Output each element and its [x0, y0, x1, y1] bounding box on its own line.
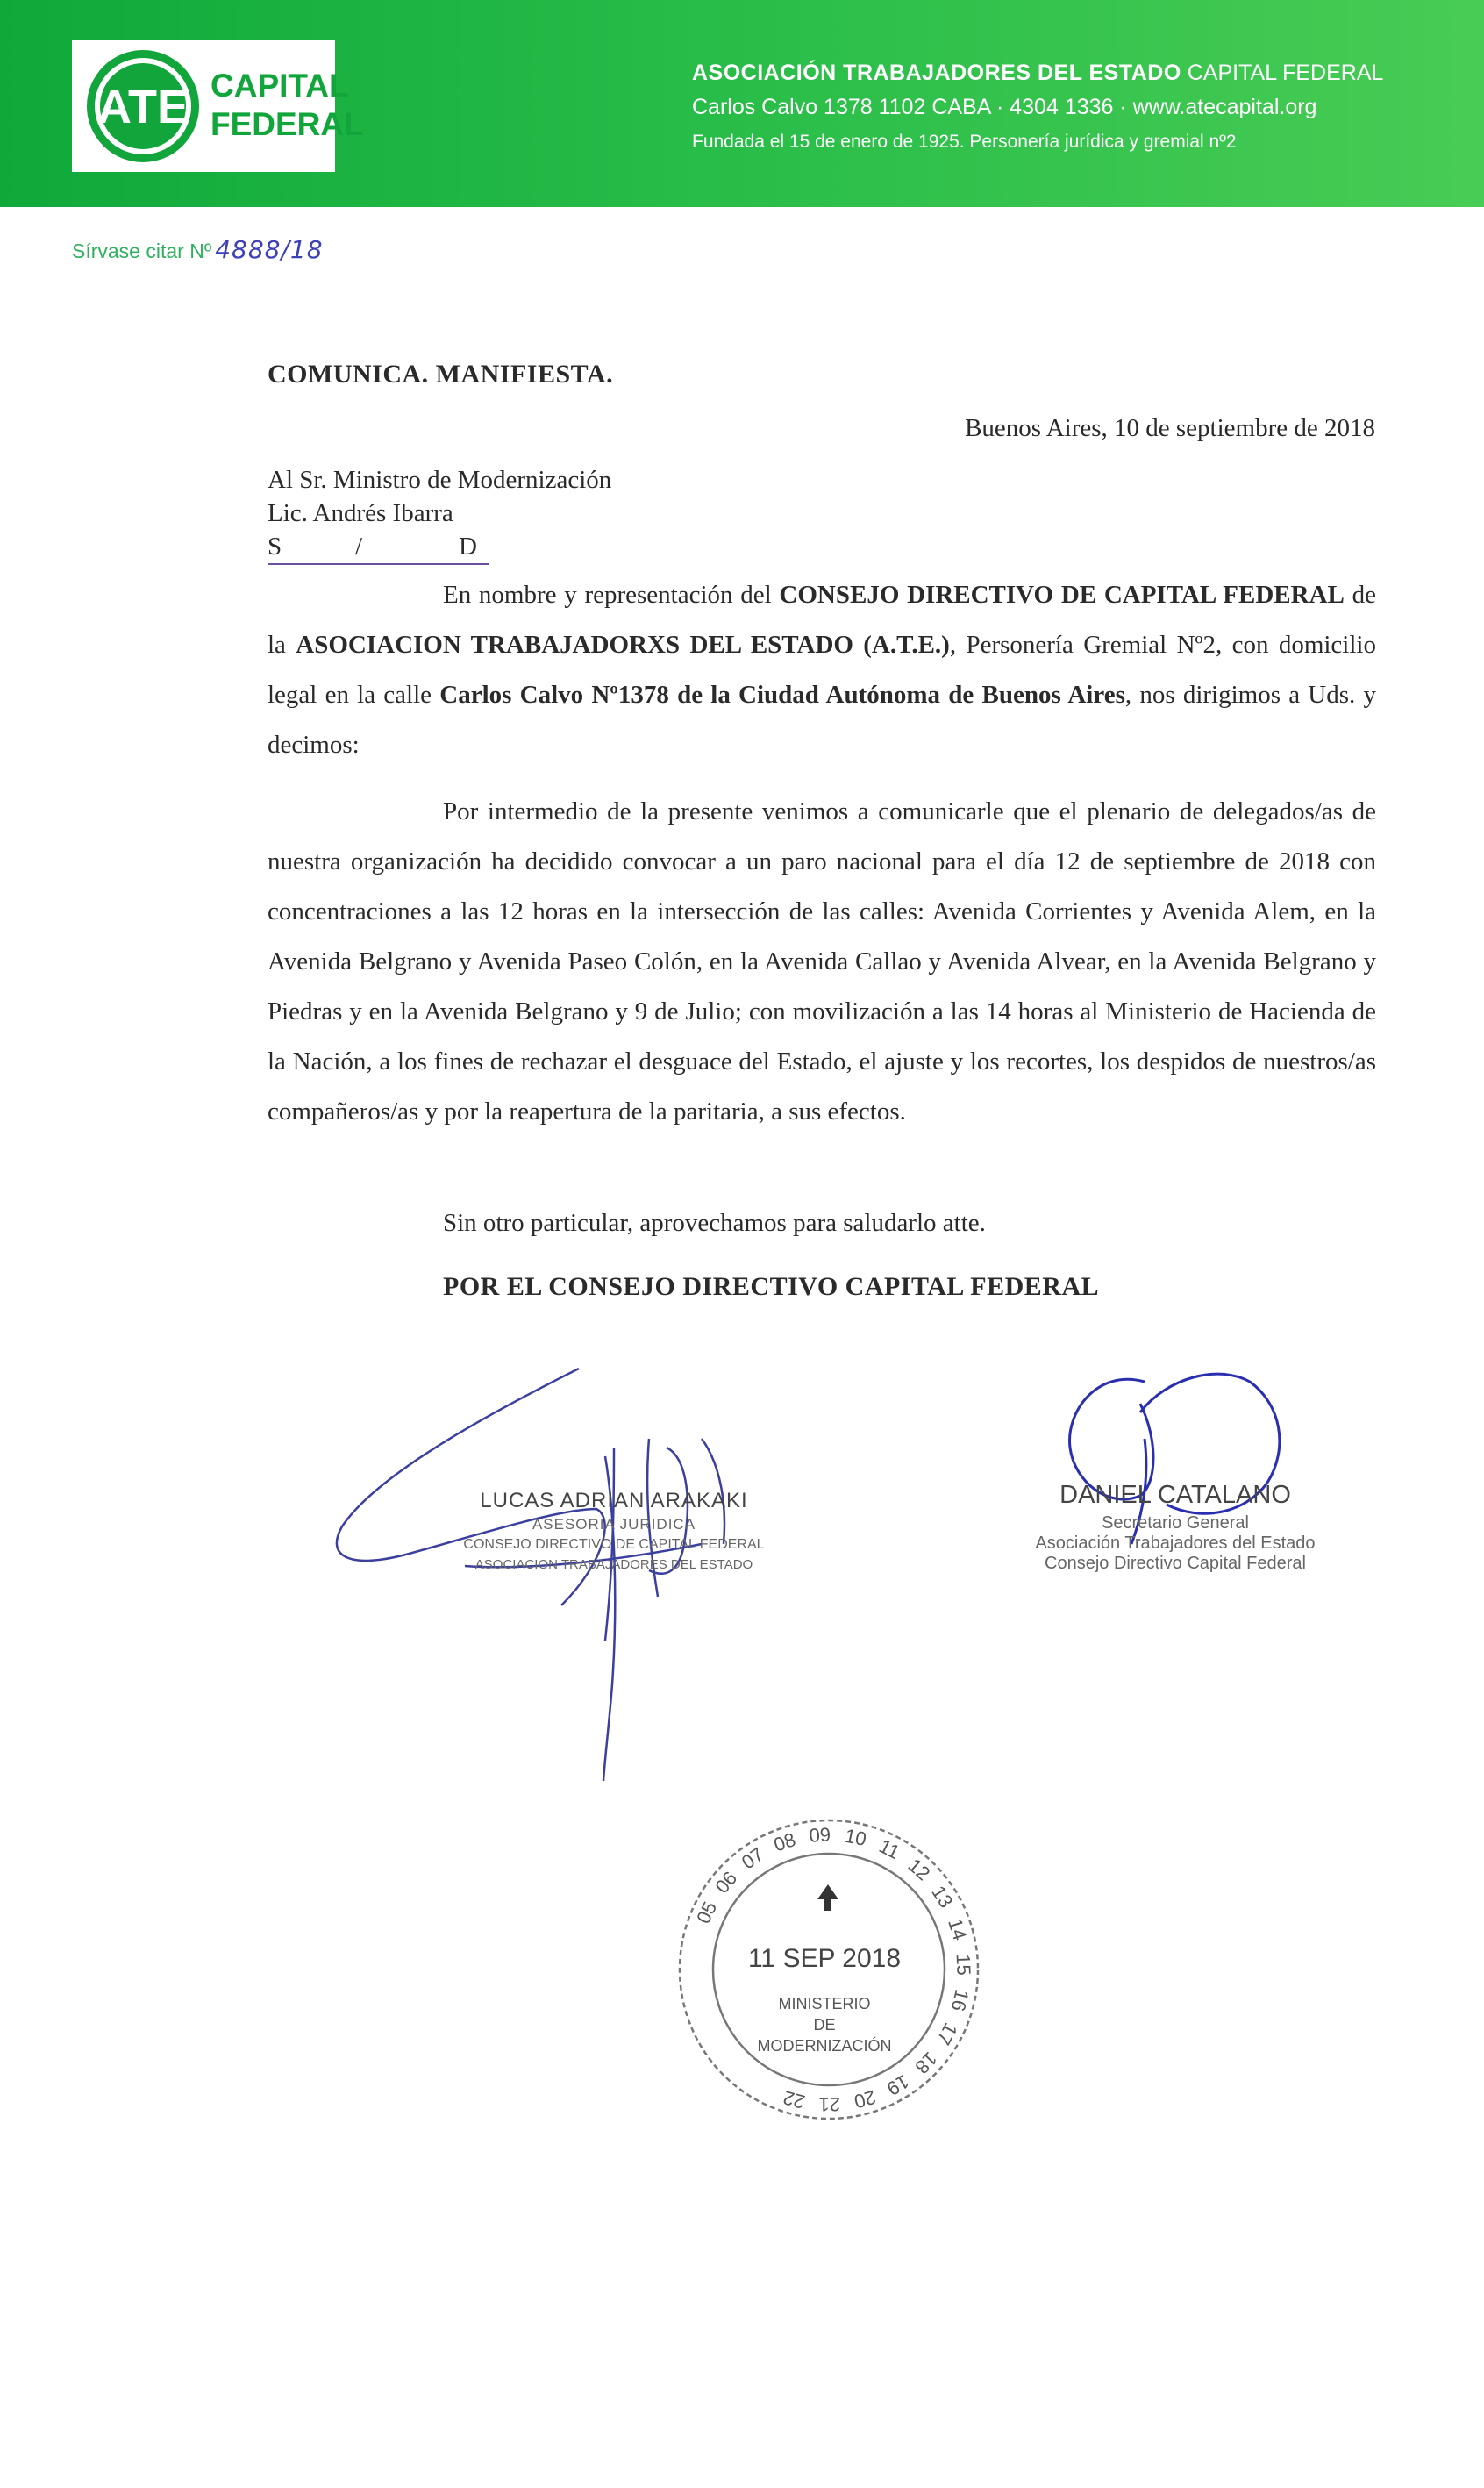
recipient-line2: Lic. Andrés Ibarra	[268, 499, 453, 527]
p1-council: CONSEJO DIRECTIVO DE CAPITAL FEDERAL	[779, 581, 1345, 609]
recipient-d: D	[459, 533, 477, 561]
org-branch: CAPITAL FEDERAL	[1187, 61, 1384, 85]
org-founded: Fundada el 15 de enero de 1925. Personería jurídica y gremial nº2	[692, 132, 1237, 152]
stamp-dial-number: 21	[818, 2093, 841, 2116]
reference-line	[72, 235, 324, 264]
ate-logo-icon	[84, 47, 202, 165]
reception-stamp-date: 11 SEP 2018	[747, 1944, 902, 1973]
signatory-1-org-line: CONSEJO DIRECTIVO DE CAPITAL FEDERAL	[463, 1537, 765, 1552]
logo-line2: FEDERAL	[210, 106, 364, 142]
letter-title: COMUNICA. MANIFIESTA.	[268, 360, 614, 389]
stamp-dial-number: 18	[910, 2047, 942, 2078]
stamp-dial-number: 20	[852, 2085, 879, 2113]
reference-number: 4888/18	[215, 235, 324, 264]
p1-text-e: , Personería Gremial Nº2, con domicilio legal en la calle	[268, 631, 1376, 709]
reception-stamp-line3: MODERNIZACIÓN	[757, 2037, 892, 2055]
paragraph-2: Por intermedio de la presente venimos a comunicarle que el plenario de delegados/as de nuestra organización ha decidido convocar a un paro nacional para el día 12 de septiembre de 2018 con concentraciones a las 12 horas en la intersección de las calles: Avenida Corrientes y Avenida Alem, en la Avenida Belgrano y Avenida Paseo Colón, en la Avenida Callao y Avenida Alvear, en la Avenida Belgrano y Piedras y en la Avenida Belgrano y 9 de Julio; con movilización a las 14 horas al Ministerio de Hacienda de la Nación, a los fines de rechazar el desguace del Estado, el ajuste y los recortes, los despidos de nuestros/as compañeros/as y por la reapertura de la paritaria, a sus efectos.	[268, 797, 1376, 1126]
reference-label: Sírvase citar Nº	[72, 240, 212, 262]
stamp-arrow-icon	[817, 1884, 838, 1911]
letter-date: Buenos Aires, 10 de septiembre de 2018	[965, 414, 1375, 442]
stamp-dial-number: 12	[903, 1854, 935, 1885]
signatory-2-org-line2: Consejo Directivo Capital Federal	[1045, 1554, 1306, 1573]
signatory-1-role: ASESORIA JURIDICA	[532, 1516, 696, 1533]
p1-association: ASOCIACION TRABAJADORXS DEL ESTADO (A.T.E.)	[296, 631, 950, 659]
recipient-s: S	[268, 533, 282, 561]
stamp-dial-number: 08	[770, 1827, 799, 1856]
signatory-2-role: Secretario General	[1102, 1513, 1249, 1533]
stamp-dial-number: 11	[875, 1834, 903, 1864]
ate-logo	[72, 40, 364, 172]
p1-text-a: En nombre y representación del	[443, 581, 780, 609]
stamp-dial-number: 22	[781, 2086, 808, 2113]
recipient-sd	[268, 530, 489, 565]
org-name: ASOCIACIÓN TRABAJADORES DEL ESTADO	[692, 61, 1181, 85]
recipient-line1: Al Sr. Ministro de Modernización	[268, 466, 612, 494]
stamp-dial-number: 14	[944, 1915, 972, 1943]
letterhead-band	[0, 0, 1484, 207]
org-contact: Carlos Calvo 1378 1102 CABA · 4304 1336 · www.atecapital.org	[692, 95, 1317, 119]
letterhead-info	[692, 56, 1464, 160]
org-title	[692, 56, 1464, 89]
logo-wordmark	[210, 67, 364, 144]
stamp-dial-number: 06	[710, 1867, 742, 1898]
stamp-dial-number: 09	[808, 1823, 831, 1847]
signature-1-scribble	[337, 1369, 724, 1781]
logo-letters: ATE	[97, 81, 189, 133]
stamp-dial-number: 05	[692, 1898, 722, 1927]
stamp-dial-number: 15	[952, 1953, 975, 1977]
stamp-dial-number: 10	[843, 1824, 869, 1851]
stamp-dial-number: 13	[927, 1882, 958, 1912]
signatory-1-name: LUCAS ADRIAN ARAKAKI	[480, 1489, 748, 1512]
p1-text-g: , nos dirigimos a Uds. y decimos:	[268, 681, 1376, 759]
recipient-block	[268, 463, 1376, 565]
logo-line1: CAPITAL	[210, 68, 349, 104]
signoff-line: POR EL CONSEJO DIRECTIVO CAPITAL FEDERAL	[443, 1272, 1100, 1301]
reception-stamp-line1: MINISTERIO	[778, 1995, 871, 2013]
p1-address: Carlos Calvo Nº1378 de la Ciudad Autónoma de Buenos Aires	[439, 681, 1125, 709]
stamp-dial-number: 19	[882, 2070, 913, 2100]
signatory-2-org-line: Asociación Trabajadores del Estado	[1035, 1534, 1316, 1553]
closing-line: Sin otro particular, aprovechamos para saludarlo atte.	[443, 1209, 986, 1237]
signatory-1-org-line2: ASOCIACION TRABAJADORES DEL ESTADO	[474, 1557, 753, 1572]
recipient-slash: /	[355, 533, 363, 561]
paragraph-1	[268, 570, 1376, 770]
stamp-dial-number: 07	[737, 1842, 768, 1874]
stamp-dial-number: 17	[932, 2019, 962, 2049]
p1-text-c: de la	[268, 581, 1376, 659]
signatory-2-name: DANIEL CATALANO	[1059, 1481, 1291, 1509]
stamp-dial-number: 16	[946, 1987, 974, 2013]
reception-stamp-line2: DE	[813, 2016, 836, 2034]
